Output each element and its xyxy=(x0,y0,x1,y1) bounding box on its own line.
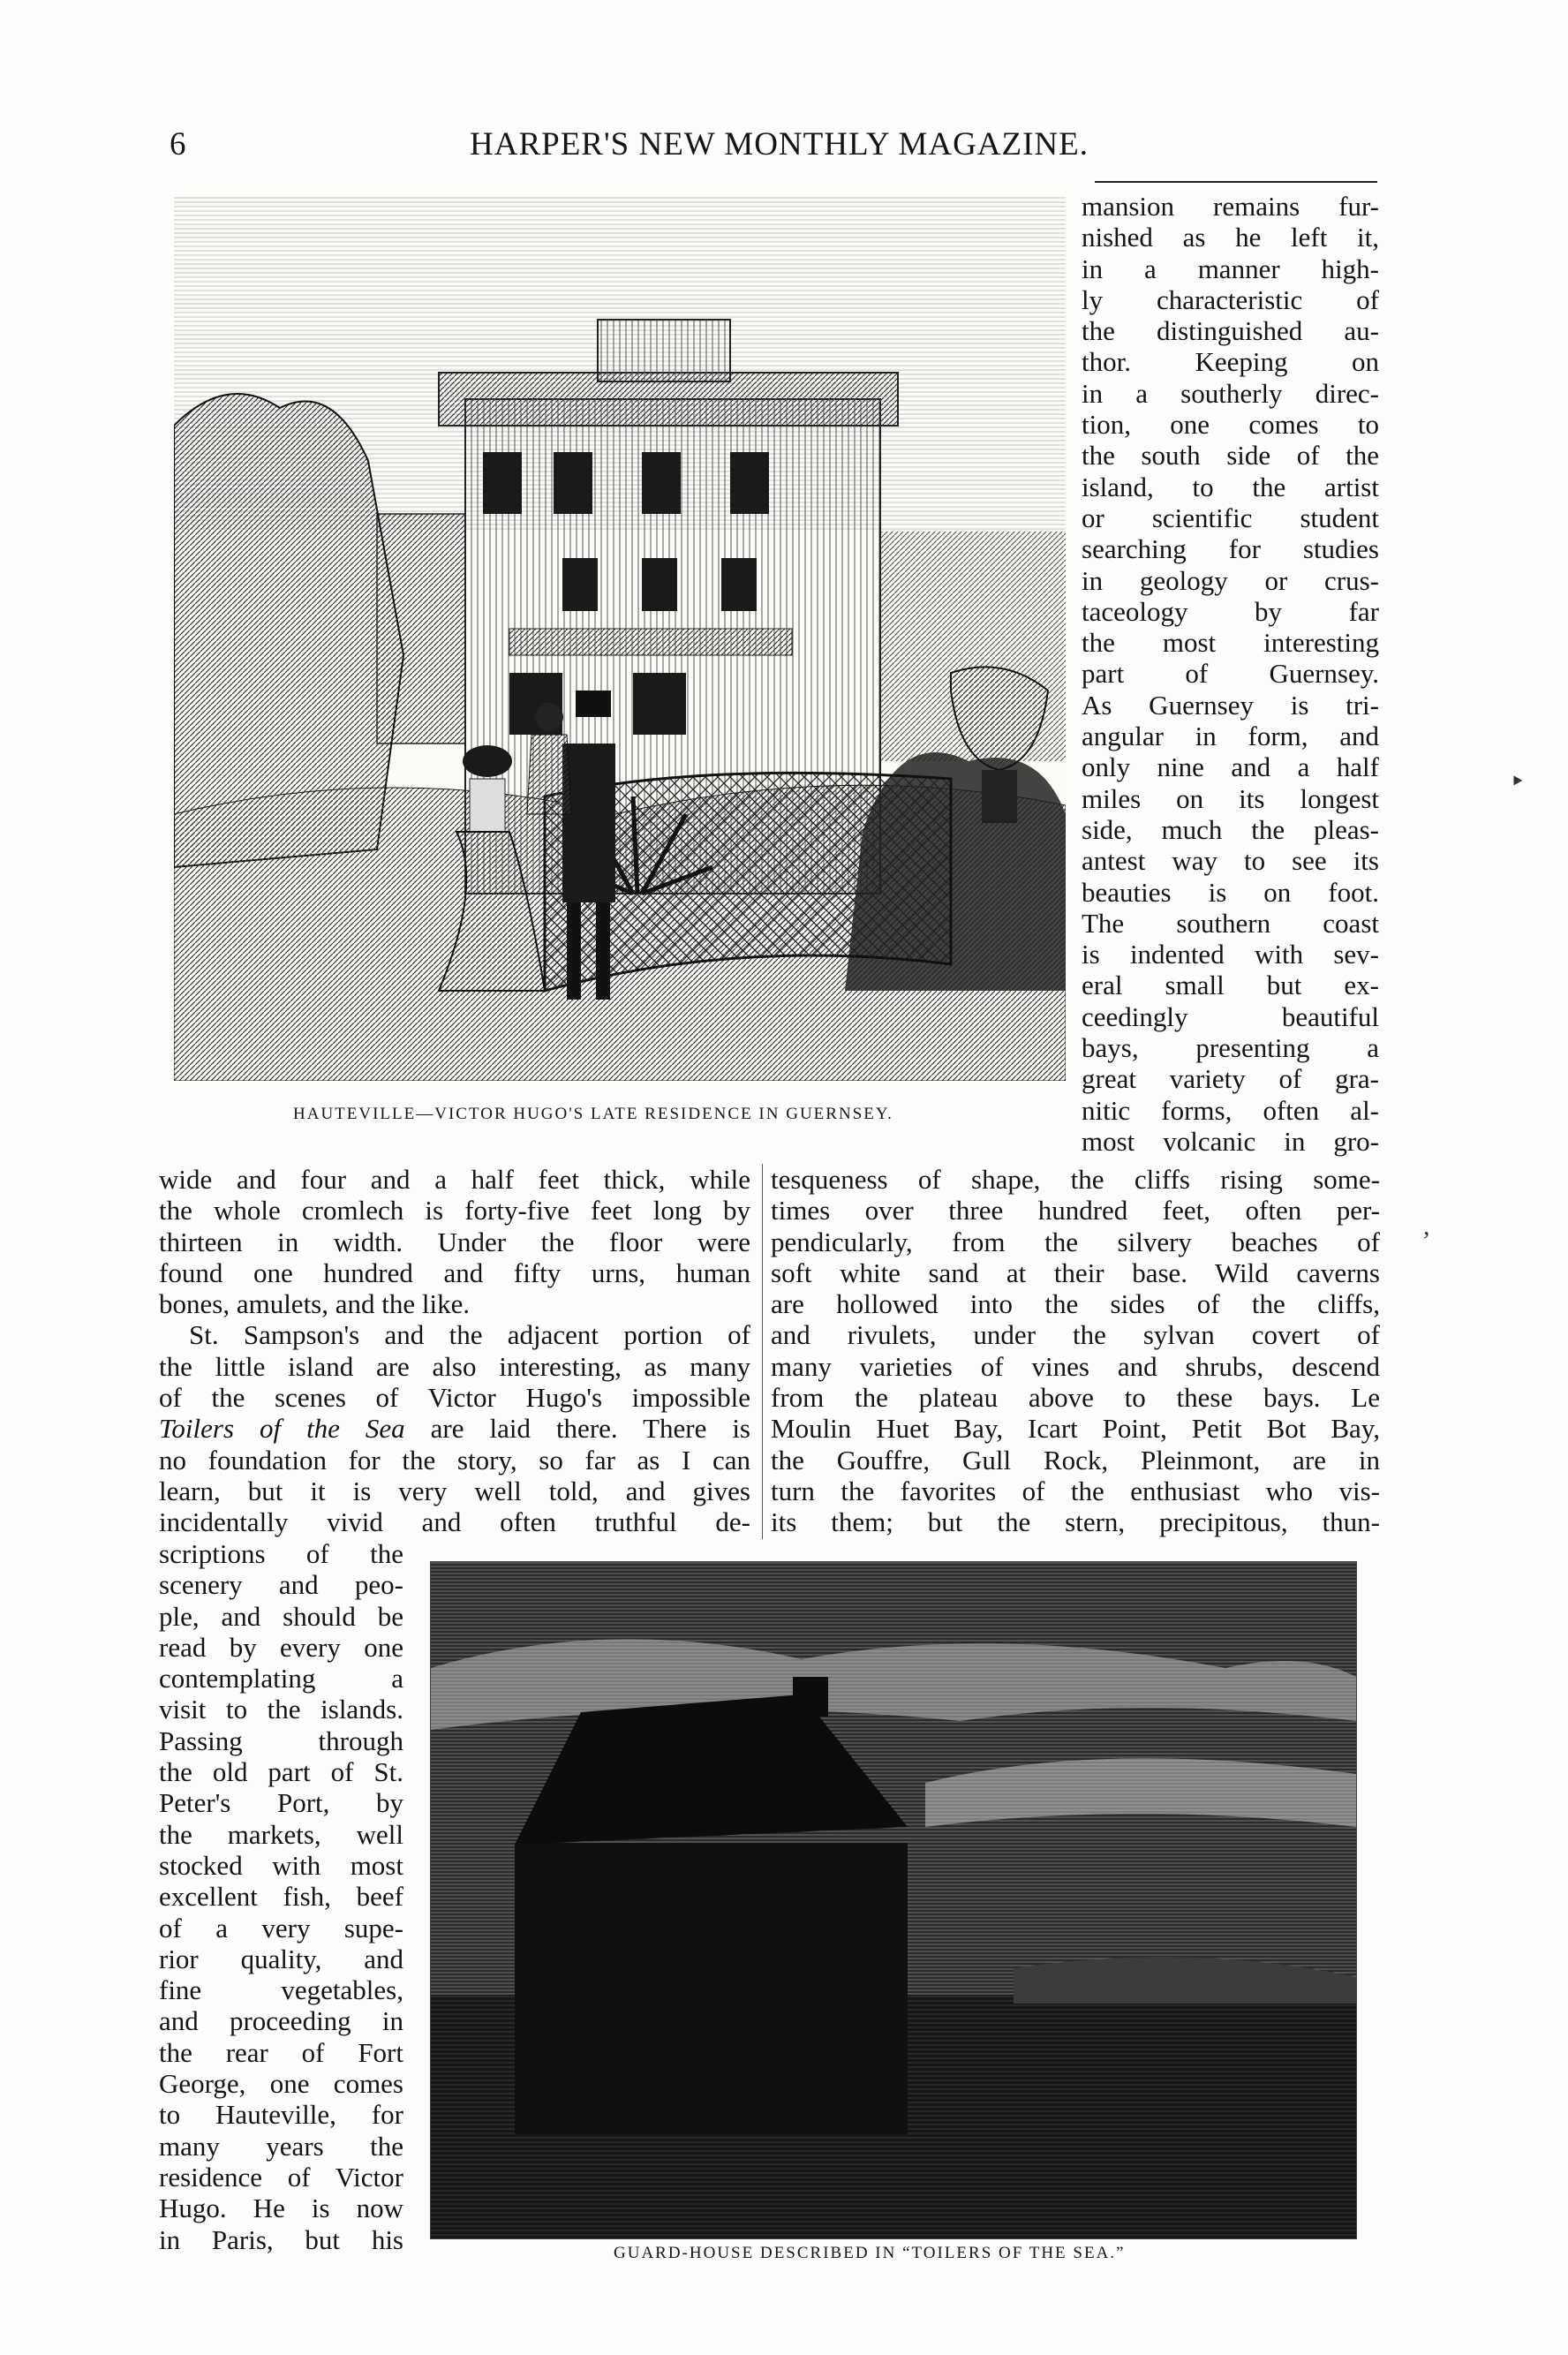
text-line: bones, amulets, and the like. xyxy=(159,1288,471,1320)
text-line: from the plateau above to these bays. Le xyxy=(771,1382,1380,1414)
text-line: read by every one xyxy=(159,1631,403,1663)
text-line: many varieties of vines and shrubs, descend xyxy=(771,1350,1380,1382)
text-line: of a very supe- xyxy=(159,1912,403,1944)
text-line: the distinguished au- xyxy=(1082,315,1379,347)
text-line: thirteen in width. Under the floor were xyxy=(159,1226,750,1257)
text-line: many years the xyxy=(159,2130,403,2162)
text-line: eral small but ex- xyxy=(1082,970,1379,1001)
text-line: thor. Keeping on xyxy=(1082,346,1379,378)
text-line: part of Guernsey. xyxy=(1082,658,1379,690)
guard-house-illustration xyxy=(430,1561,1357,2239)
text-line: incidentally vivid and often truthful de- xyxy=(159,1506,750,1538)
text-line: ple, and should be xyxy=(159,1600,403,1632)
text-line: times over three hundred feet, often per- xyxy=(771,1195,1380,1227)
text-line: great variety of gra- xyxy=(1082,1063,1379,1095)
left-narrow-column xyxy=(159,1538,403,2255)
text-line: only nine and a half xyxy=(1082,751,1379,783)
text-line: George, one comes xyxy=(159,2068,403,2100)
running-title: HARPER'S NEW MONTHLY MAGAZINE. xyxy=(470,126,1089,162)
text-line: the south side of the xyxy=(1082,440,1379,472)
text-line: tion, one comes to xyxy=(1082,409,1379,441)
text-line: is indented with sev- xyxy=(1082,939,1379,970)
text-line: scriptions of the xyxy=(159,1538,403,1569)
text-line: bays, presenting a xyxy=(1082,1032,1379,1064)
text-line: residence of Victor xyxy=(159,2161,403,2193)
text-line: soft white sand at their base. Wild caverns xyxy=(771,1257,1380,1288)
text-line: its them; but the stern, precipitous, thun- xyxy=(771,1506,1380,1538)
text-line: Passing through xyxy=(159,1725,403,1756)
text-line: excellent fish, beef xyxy=(159,1881,403,1913)
page-number: 6 xyxy=(170,126,186,162)
header-rule xyxy=(1095,181,1377,183)
text-line: in a southerly direc- xyxy=(1082,377,1379,409)
text-line-with-title xyxy=(159,1413,750,1444)
left-column xyxy=(159,1164,750,1538)
text-line: St. Sampson's and the adjacent portion of xyxy=(189,1319,750,1351)
text-line: or scientific student xyxy=(1082,502,1379,533)
text-line: scenery and peo- xyxy=(159,1569,403,1601)
page-header xyxy=(170,125,1379,168)
text-line: miles on its longest xyxy=(1082,782,1379,814)
text-line: ly characteristic of xyxy=(1082,283,1379,315)
text-line: visit to the islands. xyxy=(159,1694,403,1725)
text-line: in Paris, but his xyxy=(159,2223,403,2255)
text-line: turn the favorites of the enthusiast who vis- xyxy=(771,1475,1380,1506)
text-line: the most interesting xyxy=(1082,627,1379,659)
figure-caption-hauteville: HAUTEVILLE—VICTOR HUGO'S LATE RESIDENCE IN GUERNSEY. xyxy=(293,1105,893,1123)
text-line: nitic forms, often al- xyxy=(1082,1094,1379,1126)
text-line: island, to the artist xyxy=(1082,471,1379,502)
text-line: angular in form, and xyxy=(1082,721,1379,752)
text-line: The southern coast xyxy=(1082,907,1379,939)
right-top-column xyxy=(1082,191,1379,1157)
text-line: are hollowed into the sides of the cliffs, xyxy=(771,1288,1380,1320)
text-line: nished as he left it, xyxy=(1082,222,1379,253)
text-line: ceedingly beautiful xyxy=(1082,1000,1379,1032)
text-line: tesqueness of shape, the cliffs rising some- xyxy=(771,1164,1380,1195)
text-line: As Guernsey is tri- xyxy=(1082,689,1379,721)
text-line: Peter's Port, by xyxy=(159,1787,403,1819)
text-line: and proceeding in xyxy=(159,2005,403,2037)
text-line: the whole cromlech is forty-five feet long by xyxy=(159,1195,750,1227)
text-line: taceology by far xyxy=(1082,595,1379,627)
text-line: the old part of St. xyxy=(159,1756,403,1788)
text-line: mansion remains fur- xyxy=(1082,191,1379,222)
text-fragment: are laid there. There is xyxy=(430,1413,750,1445)
figure-caption-guard-house: GUARD-HOUSE DESCRIBED IN “TOILERS OF THE SEA.” xyxy=(614,2244,1126,2262)
text-line: in a manner high- xyxy=(1082,253,1379,284)
text-line: in geology or crus- xyxy=(1082,564,1379,596)
text-line: to Hauteville, for xyxy=(159,2099,403,2131)
right-column xyxy=(771,1164,1380,1538)
text-line: antest way to see its xyxy=(1082,845,1379,877)
text-line: stocked with most xyxy=(159,1849,403,1881)
text-line: searching for studies xyxy=(1082,533,1379,565)
text-line: and rivulets, under the sylvan covert of xyxy=(771,1319,1380,1351)
text-line: the little island are also interesting, as many xyxy=(159,1350,750,1382)
margin-mark: ‣ xyxy=(1510,767,1526,796)
text-line: wide and four and a half feet thick, while xyxy=(159,1164,750,1195)
text-line: the markets, well xyxy=(159,1818,403,1850)
text-line: pendicularly, from the silvery beaches of xyxy=(771,1226,1380,1257)
text-line: side, much the pleas- xyxy=(1082,813,1379,845)
text-line: Moulin Huet Bay, Icart Point, Petit Bot Bay, xyxy=(771,1413,1380,1445)
hauteville-illustration xyxy=(174,196,1066,1081)
text-line: beauties is on foot. xyxy=(1082,876,1379,908)
text-line: found one hundred and fifty urns, human xyxy=(159,1257,750,1288)
margin-mark: , xyxy=(1423,1211,1430,1241)
text-line: contemplating a xyxy=(159,1663,403,1695)
text-line: the Gouffre, Gull Rock, Pleinmont, are in xyxy=(771,1444,1380,1476)
column-divider xyxy=(762,1164,763,1539)
book-title: Toilers of the Sea xyxy=(159,1413,405,1445)
text-line: rior quality, and xyxy=(159,1943,403,1974)
text-line: fine vegetables, xyxy=(159,1974,403,2006)
text-line: learn, but it is very well told, and gives xyxy=(159,1475,750,1506)
text-line: no foundation for the story, so far as I can xyxy=(159,1444,750,1476)
text-line: Hugo. He is now xyxy=(159,2193,403,2224)
text-line: of the scenes of Victor Hugo's impossible xyxy=(159,1382,750,1414)
text-line: most volcanic in gro- xyxy=(1082,1125,1379,1157)
text-line: the rear of Fort xyxy=(159,2036,403,2068)
